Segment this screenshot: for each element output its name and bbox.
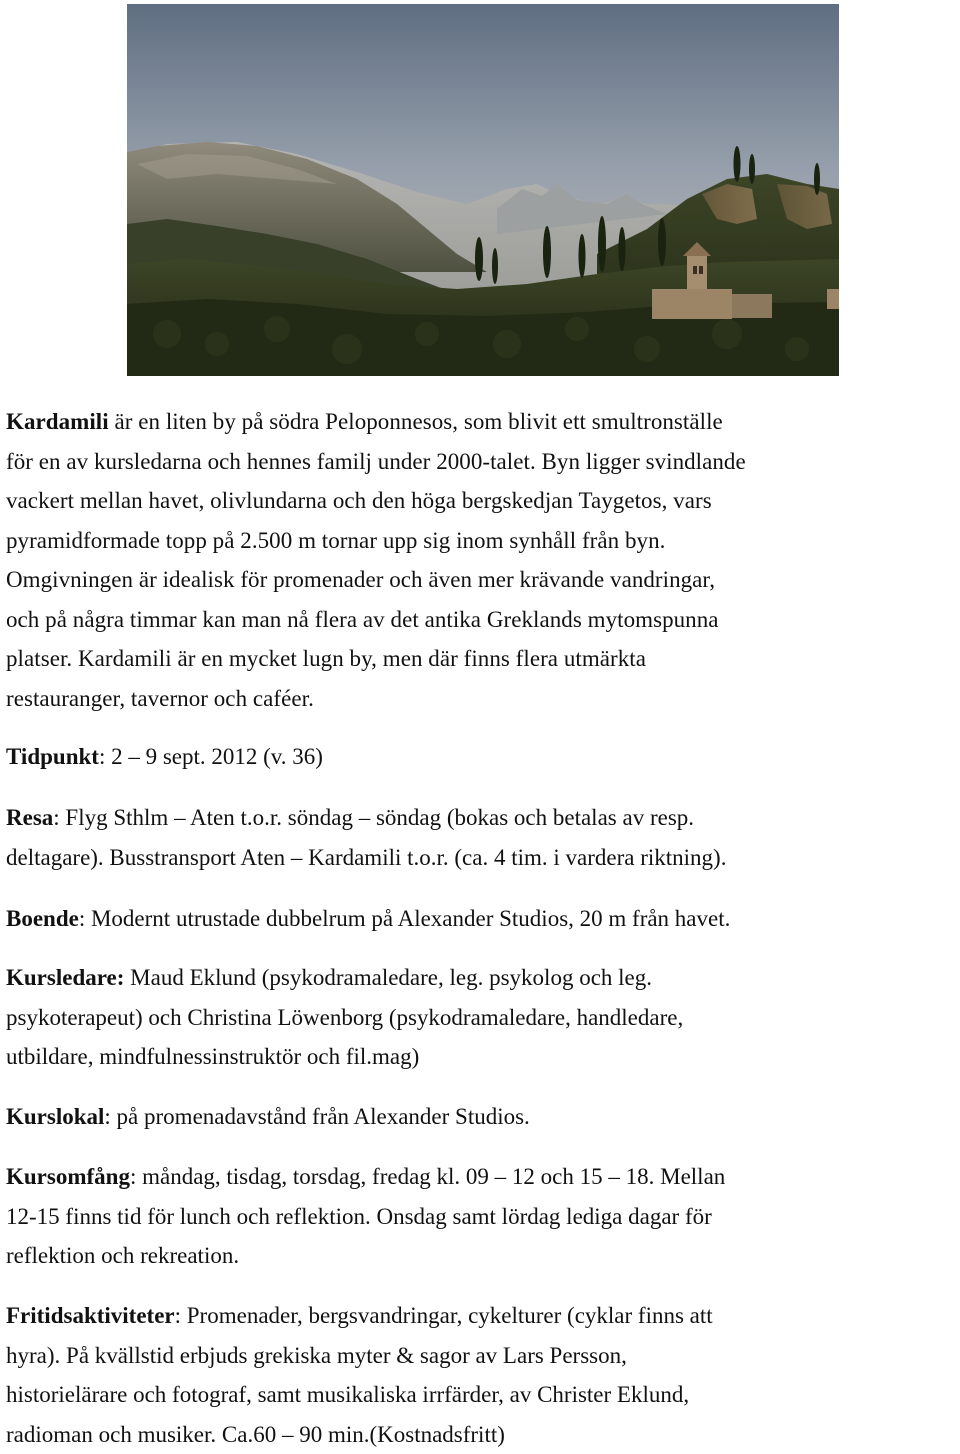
landscape-photo-icon [127, 4, 839, 376]
intro-line-4: pyramidformade topp på 2.500 m tornar upp sig inom synhåll från byn. [6, 521, 954, 561]
landscape-photo [127, 4, 839, 376]
intro-line-2: för en av kursledarna och hennes familj under 2000-talet. Byn ligger svindlande [6, 442, 954, 482]
kursomfang-line-3: reflektion och rekreation. [6, 1236, 954, 1276]
kursledare-label: Kursledare: [6, 965, 124, 990]
intro-paragraph [6, 402, 954, 718]
intro-line-1: är en liten by på södra Peloponnesos, som blivit ett smultronställe [109, 409, 723, 434]
resa-section [6, 798, 954, 877]
kursledare-line-2: psykoterapeut) och Christina Löwenborg (psykodramaledare, handledare, [6, 998, 954, 1038]
resa-line-1: : Flyg Sthlm – Aten t.o.r. söndag – söndag (bokas och betalas av resp. [53, 805, 694, 830]
fritid-line-3: historielärare och fotograf, samt musikaliska irrfärder, av Christer Eklund, [6, 1375, 954, 1415]
intro-line-6: och på några timmar kan man nå flera av det antika Greklands mytomspunna [6, 600, 954, 640]
fritid-line-4: radioman och musiker. Ca.60 – 90 min.(Kostnadsfritt) [6, 1415, 954, 1454]
boende-section [6, 899, 954, 939]
kursomfang-line-2: 12-15 finns tid för lunch och reflektion. Onsdag samt lördag lediga dagar för [6, 1197, 954, 1237]
tidpunkt-text: : 2 – 9 sept. 2012 (v. 36) [99, 744, 323, 769]
fritid-section [6, 1296, 954, 1454]
intro-lead: Kardamili [6, 409, 109, 434]
resa-line-2: deltagare). Busstransport Aten – Kardamili t.o.r. (ca. 4 tim. i vardera riktning). [6, 838, 954, 878]
kurslokal-label: Kurslokal [6, 1104, 104, 1129]
boende-label: Boende [6, 906, 79, 931]
kursledare-section [6, 958, 954, 1077]
fritid-line-1: : Promenader, bergsvandringar, cykelturer (cyklar finns att [175, 1303, 713, 1328]
intro-line-7: platser. Kardamili är en mycket lugn by, men där finns flera utmärkta [6, 639, 954, 679]
kursomfang-label: Kursomfång [6, 1164, 130, 1189]
fritid-label: Fritidsaktiviteter [6, 1303, 175, 1328]
intro-line-3: vackert mellan havet, olivlundarna och den höga bergskedjan Taygetos, vars [6, 481, 954, 521]
kurslokal-text: : på promenadavstånd från Alexander Studios. [104, 1104, 529, 1129]
kursomfang-section [6, 1157, 954, 1276]
kurslokal-section [6, 1097, 954, 1137]
kursledare-line-3: utbildare, mindfulnessinstruktör och fil.mag) [6, 1037, 954, 1077]
kursomfang-line-1: : måndag, tisdag, torsdag, fredag kl. 09 – 12 och 15 – 18. Mellan [130, 1164, 725, 1189]
tidpunkt-section [6, 737, 954, 777]
intro-line-5: Omgivningen är idealisk för promenader och även mer krävande vandringar, [6, 560, 954, 600]
tidpunkt-label: Tidpunkt [6, 744, 99, 769]
kursledare-line-1: Maud Eklund (psykodramaledare, leg. psykolog och leg. [124, 965, 652, 990]
fritid-line-2: hyra). På kvällstid erbjuds grekiska myter & sagor av Lars Persson, [6, 1336, 954, 1376]
resa-label: Resa [6, 805, 53, 830]
intro-line-8: restauranger, tavernor och caféer. [6, 679, 954, 719]
boende-text: : Modernt utrustade dubbelrum på Alexander Studios, 20 m från havet. [79, 906, 731, 931]
